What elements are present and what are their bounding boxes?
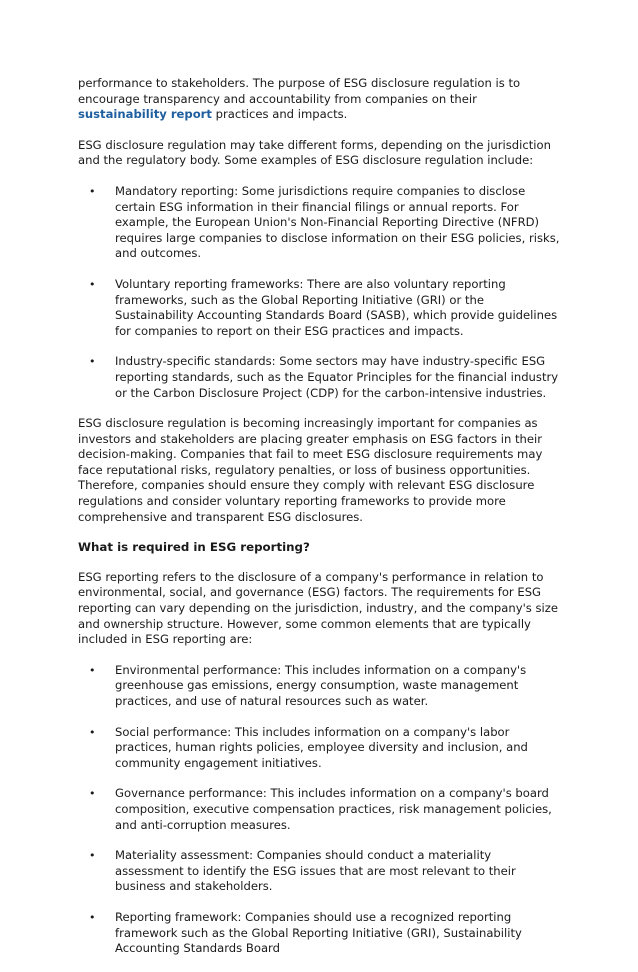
reporting-elements-list xyxy=(78,663,563,957)
list-item xyxy=(78,354,563,401)
list-item-text: Voluntary reporting frameworks: There are also voluntary reporting frameworks, such as the Global Reporting Initiative (GRI) or the Sustainability Accounting Standards Board (SASB), which provide guidelines for companies to report on their ESG practices and impacts. xyxy=(115,276,558,338)
list-item-text: Environmental performance: This includes information on a company's greenhouse gas emissions, energy consumption, waste management practices, and use of natural resources such as water. xyxy=(115,662,527,708)
intro-text-after: practices and impacts. xyxy=(211,107,348,122)
bullet-icon: • xyxy=(89,787,96,801)
document-page xyxy=(78,76,563,972)
list-item xyxy=(78,663,563,710)
bullet-icon: • xyxy=(89,184,96,198)
esg-reporting-paragraph: ESG reporting refers to the disclosure of a company's performance in relation to environmental, social, and governance (ESG) factors. The requirements for ESG reporting can vary depending on the jurisdiction, industry, and the company's size and ownership structure. However, some common elements that are typically included in ESG reporting are: xyxy=(78,569,558,647)
list-item xyxy=(78,786,563,833)
list-item xyxy=(78,848,563,895)
list-item xyxy=(78,184,563,262)
sustainability-report-link[interactable]: sustainability report xyxy=(78,107,212,122)
bullet-icon: • xyxy=(89,355,96,369)
intro-text-before: performance to stakeholders. The purpose of ESG disclosure regulation is to encourage transparency and accountability from companies on their xyxy=(78,76,521,106)
list-item xyxy=(78,277,563,339)
list-item xyxy=(78,910,563,957)
list-item-text: Social performance: This includes information on a company's labor practices, human rights policies, employee diversity and inclusion, and community engagement initiatives. xyxy=(115,724,528,770)
regulation-examples-list xyxy=(78,184,563,401)
regulation-forms-paragraph: ESG disclosure regulation may take different forms, depending on the jurisdiction and the regulatory body. Some examples of ESG disclosure regulation include: xyxy=(78,137,551,168)
section-heading: What is required in ESG reporting? xyxy=(78,540,310,555)
importance-paragraph: ESG disclosure regulation is becoming increasingly important for companies as investors and stakeholders are placing greater emphasis on ESG factors in their decision-making. Companies that fail to meet ESG disclosure requirements may face reputational risks, regulatory penalties, or loss of business opportunities. Therefore, companies should ensure they comply with relevant ESG disclosure regulations and consider voluntary reporting frameworks to provide more comprehensive and transparent ESG disclosures. xyxy=(78,416,543,524)
list-item-text: Industry-specific standards: Some sectors may have industry-specific ESG reporting standards, such as the Equator Principles for the financial industry or the Carbon Disclosure Project (CDP) for the carbon-intensive industries. xyxy=(115,354,559,400)
list-item-text: Governance performance: This includes information on a company's board composition, executive compensation practices, risk management policies, and anti-corruption measures. xyxy=(115,786,552,832)
bullet-icon: • xyxy=(89,849,96,863)
bullet-icon: • xyxy=(89,277,96,291)
bullet-icon: • xyxy=(89,910,96,924)
bullet-icon: • xyxy=(89,663,96,677)
intro-paragraph xyxy=(78,76,563,123)
list-item-text: Materiality assessment: Companies should conduct a materiality assessment to identify the ESG issues that are most relevant to their business and stakeholders. xyxy=(115,848,516,894)
list-item-text: Mandatory reporting: Some jurisdictions require companies to disclose certain ESG information in their financial filings or annual reports. For example, the European Union's Non-Financial Reporting Directive (NFRD) requires large companies to disclose information on their ESG policies, risks, and outcomes. xyxy=(115,183,560,261)
bullet-icon: • xyxy=(89,725,96,739)
list-item-text: Reporting framework: Companies should use a recognized reporting framework such as the Global Reporting Initiative (GRI), Sustainability Accounting Standards Board xyxy=(115,909,522,956)
list-item xyxy=(78,725,563,772)
